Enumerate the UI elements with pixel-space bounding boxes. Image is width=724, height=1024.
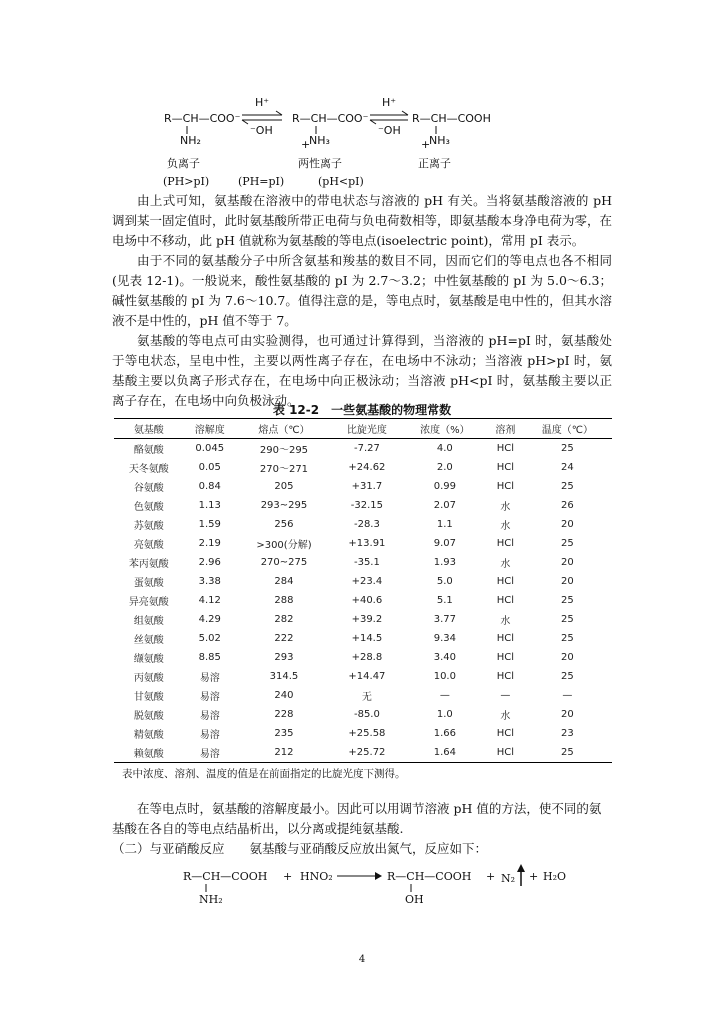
- cell-concentration: 10.0: [433, 671, 456, 682]
- table-row: [114, 496, 612, 515]
- cell-solvent: 水: [500, 616, 511, 627]
- cell-amino-acid: 丝氨酸: [133, 635, 164, 646]
- header-specific-rotation: 比旋光度: [332, 419, 402, 439]
- cell-amino-acid: 丙氨酸: [133, 673, 164, 684]
- cell-specific-rotation: +14.47: [348, 671, 386, 682]
- cell-amino-acid: 色氨酸: [133, 502, 164, 513]
- cell-specific-rotation: +13.91: [348, 538, 386, 549]
- water: H₂O: [543, 870, 567, 883]
- cell-specific-rotation: -28.3: [353, 519, 380, 530]
- cell-specific-rotation: -7.27: [353, 443, 380, 454]
- reaction-arrow-head: [375, 872, 382, 880]
- plus-sign-3: +: [529, 870, 539, 883]
- amino-acid-properties-table: [114, 418, 612, 763]
- cell-amino-acid: 脱氨酸: [133, 711, 164, 722]
- cell-solubility: 易溶: [199, 730, 220, 741]
- cell-specific-rotation: +25.72: [332, 743, 402, 763]
- cell-amino-acid: 谷氨酸: [133, 483, 164, 494]
- table-header-row: [114, 419, 612, 439]
- cell-amino-acid: 精氨酸: [133, 730, 164, 741]
- cell-temperature: 25: [561, 538, 574, 549]
- cell-solubility: 3.38: [198, 576, 221, 587]
- arrow2-forward-head: [402, 111, 408, 115]
- cell-concentration: 1.93: [433, 557, 456, 568]
- cell-temperature: 25: [561, 595, 574, 606]
- paragraph-crystallization: 在等电点时，氨基酸的溶解度最小。因此可以用调节溶液 pH 值的方法，使不同的氨基酸在各自的等电点结晶析出，以分离或提纯氨基酸.: [112, 801, 602, 836]
- cell-temperature: 25: [561, 481, 574, 492]
- table-row: [114, 705, 612, 724]
- table-row: [114, 610, 612, 629]
- header-melting-point: 熔点（℃）: [236, 419, 332, 439]
- cell-melting-point: 293~295: [260, 500, 308, 511]
- header-solvent: 溶剂: [488, 419, 523, 439]
- cell-solubility: 2.19: [198, 538, 221, 549]
- cell-melting-point: 205: [274, 481, 294, 492]
- cell-solvent: HCl: [496, 481, 514, 492]
- cell-solvent: 水: [500, 502, 511, 513]
- cell-solvent: HCl: [496, 538, 514, 549]
- cell-specific-rotation: +39.2: [351, 614, 383, 625]
- cell-concentration: 4.0: [436, 443, 453, 454]
- cell-specific-rotation: +28.8: [351, 652, 383, 663]
- nitrous-acid-reaction-equation: [175, 862, 595, 912]
- cell-amino-acid: 蛋氨酸: [133, 578, 164, 589]
- cell-solubility: 1.59: [198, 519, 221, 530]
- cell-specific-rotation: +14.5: [351, 633, 383, 644]
- cell-solubility: 5.02: [198, 633, 221, 644]
- cell-solvent: HCl: [496, 633, 514, 644]
- cation-group: NH₃: [429, 134, 450, 147]
- cell-melting-point: 293: [274, 652, 294, 663]
- cell-concentration: 5.1: [436, 595, 453, 606]
- cell-concentration: 9.34: [433, 633, 456, 644]
- cell-solvent: 水: [500, 711, 511, 722]
- cell-amino-acid: 缬氨酸: [133, 654, 164, 665]
- header-amino-acid: 氨基酸: [114, 419, 184, 439]
- table-row: [114, 724, 612, 743]
- cell-solvent: HCl: [496, 576, 514, 587]
- cell-melting-point: 228: [274, 709, 294, 720]
- table-row: [114, 515, 612, 534]
- cell-solvent: HCl: [496, 462, 514, 473]
- arrow1-back-head: [242, 120, 248, 124]
- body-text-after-table: [112, 799, 612, 859]
- cell-amino-acid: 苯丙氨酸: [128, 559, 169, 570]
- cell-amino-acid: 酪氨酸: [133, 445, 164, 456]
- cell-melting-point: 284: [274, 576, 294, 587]
- zwitterion-condition: (PH=pI): [238, 175, 285, 188]
- cell-temperature: —: [562, 690, 573, 701]
- zwitterion-group: NH₃: [309, 134, 330, 147]
- table-row: [114, 439, 612, 459]
- cell-solubility: 易溶: [199, 711, 220, 722]
- cell-temperature: 25: [561, 633, 574, 644]
- cell-specific-rotation: +24.62: [348, 462, 386, 473]
- anion-condition: (PH>pI): [163, 175, 210, 188]
- cell-solvent: HCl: [496, 728, 514, 739]
- cell-temperature: 25: [523, 743, 612, 763]
- cell-concentration: 1.0: [436, 709, 453, 720]
- table-row: [114, 458, 612, 477]
- cell-solvent: HCl: [496, 652, 514, 663]
- cell-amino-acid: 苏氨酸: [133, 521, 164, 532]
- table-row: [114, 591, 612, 610]
- cell-amino-acid: 天冬氨酸: [128, 464, 169, 475]
- cell-melting-point: >300(分解): [256, 540, 312, 551]
- plus-sign-2: +: [486, 870, 496, 883]
- cell-solvent: 水: [500, 559, 511, 570]
- cell-specific-rotation: -85.0: [353, 709, 380, 720]
- cation-formula: R—CH—COOH: [412, 112, 491, 125]
- cell-melting-point: 282: [274, 614, 294, 625]
- cell-specific-rotation: +31.7: [351, 481, 383, 492]
- cell-amino-acid: 组氨酸: [133, 616, 164, 627]
- arrow1-bottom-label: ⁻OH: [250, 124, 273, 137]
- cell-melting-point: 222: [274, 633, 294, 644]
- anion-formula: R—CH—COO⁻: [164, 112, 241, 125]
- cell-specific-rotation: -32.15: [350, 500, 384, 511]
- table-row: [114, 534, 612, 553]
- cell-solubility: 8.85: [198, 652, 221, 663]
- zwitterion-formula: R—CH—COO⁻: [292, 112, 369, 125]
- body-text: [112, 191, 612, 411]
- cell-solubility: 易溶: [199, 673, 220, 684]
- cell-concentration: 1.64: [402, 743, 488, 763]
- nitrogen-gas: N₂: [501, 872, 516, 885]
- cation-condition: (pH<pI): [318, 175, 364, 188]
- plus-sign-1: +: [283, 870, 293, 883]
- table-row: [114, 743, 612, 763]
- cell-specific-rotation: +23.4: [351, 576, 383, 587]
- cell-concentration: 3.77: [433, 614, 456, 625]
- table-row: [114, 572, 612, 591]
- cell-melting-point: 212: [236, 743, 332, 763]
- arrow1-top-label: H⁺: [255, 96, 270, 109]
- cell-temperature: 25: [561, 614, 574, 625]
- anion-group: NH₂: [180, 134, 201, 147]
- cell-concentration: —: [439, 690, 450, 701]
- cell-specific-rotation: -35.1: [353, 557, 380, 568]
- cell-amino-acid: 甘氨酸: [133, 692, 164, 703]
- cell-solvent: HCl: [488, 743, 523, 763]
- zwitterion-label: 两性离子: [298, 157, 342, 170]
- table-row: [114, 667, 612, 686]
- cell-melting-point: 240: [274, 690, 294, 701]
- cell-temperature: 25: [561, 671, 574, 682]
- cell-concentration: 5.0: [436, 576, 453, 587]
- cell-temperature: 20: [561, 652, 574, 663]
- cell-temperature: 23: [561, 728, 574, 739]
- cell-temperature: 26: [561, 500, 574, 511]
- cell-solvent: HCl: [496, 671, 514, 682]
- page-number: 4: [358, 954, 366, 965]
- header-temperature: 温度（℃）: [523, 419, 612, 439]
- cell-solvent: HCl: [496, 443, 514, 454]
- cell-solvent: HCl: [496, 595, 514, 606]
- cell-solubility: 易溶: [199, 692, 220, 703]
- product-group: OH: [405, 893, 424, 906]
- table-note: 表中浓度、溶剂、温度的值是在前面指定的比旋光度下测得。: [122, 768, 406, 780]
- cation-label: 正离子: [418, 157, 451, 170]
- table-row: [114, 686, 612, 705]
- arrow2-top-label: H⁺: [382, 96, 397, 109]
- cell-melting-point: 288: [274, 595, 294, 606]
- header-solubility: 溶解度: [184, 419, 236, 439]
- cell-solvent: 水: [500, 521, 511, 532]
- cell-solubility: 4.12: [198, 595, 221, 606]
- cell-temperature: 20: [561, 709, 574, 720]
- cell-solubility: 易溶: [184, 743, 236, 763]
- cell-melting-point: 235: [274, 728, 294, 739]
- cell-solubility: 0.84: [198, 481, 221, 492]
- cell-solubility: 2.96: [198, 557, 221, 568]
- table-body: [114, 439, 612, 763]
- table-title: 表 12-2 一些氨基酸的物理常数: [272, 403, 452, 417]
- header-concentration: 浓度（%）: [402, 419, 488, 439]
- zwitterion-plus: +: [301, 138, 311, 151]
- cell-concentration: 0.99: [433, 481, 456, 492]
- anion-label: 负离子: [167, 157, 200, 170]
- cell-melting-point: 314.5: [269, 671, 299, 682]
- cell-concentration: 2.07: [433, 500, 456, 511]
- paragraph-isoelectric-ranges: 由于不同的氨基酸分子中所含氨基和羧基的数目不同，因而它们的等电点也各不相同(见表 12-1)。一般说来，酸性氨基酸的 pI 为 2.7～3.2；中性氨基酸的 pI 为 5.0～6.3；碱性氨基酸的 pI 为 7.6～10.7。值得注意的是，等电点时，氨基酸是电中性的，但其水溶液不是中性的，pH 值不等于 7。: [112, 253, 612, 328]
- cell-solvent: —: [500, 690, 511, 701]
- cation-plus: +: [421, 138, 431, 151]
- reactant-formula: R—CH—COOH: [183, 870, 268, 883]
- gas-up-arrow-head: [517, 864, 525, 872]
- cell-solubility: 0.05: [198, 462, 221, 473]
- cell-solubility: 0.045: [195, 443, 225, 454]
- arrow2-bottom-label: ⁻OH: [378, 124, 401, 137]
- table-row: [114, 553, 612, 572]
- paragraph-isoelectric-definition: 由上式可知，氨基酸在溶液中的带电状态与溶液的 pH 有关。当将氨基酸溶液的 pH 调到某一固定值时，此时氨基酸所带正电荷与负电荷数相等，即氨基酸本身净电荷为零，在电场中不移动，此 pH 值就称为氨基酸的等电点(isoelectric point)，常用 pI 表示。: [112, 193, 613, 248]
- cell-concentration: 1.66: [433, 728, 456, 739]
- cell-temperature: 25: [561, 443, 574, 454]
- cell-concentration: 2.0: [436, 462, 453, 473]
- cell-melting-point: 270~275: [260, 557, 308, 568]
- cell-specific-rotation: 无: [361, 692, 372, 703]
- cell-concentration: 9.07: [433, 538, 456, 549]
- table-row: [114, 629, 612, 648]
- paragraph-isoelectric-behavior: 氨基酸的等电点可由实验测得，也可通过计算得到，当溶液的 pH=pI 时，氨基酸处于等电状态，呈电中性，主要以两性离子存在，在电场中不泳动；当溶液 pH>pI 时，氨基酸主要以负离子形式存在，在电场中向正极泳动；当溶液 pH<pI 时，氨基酸主要以正离子存在，在电场中向负极泳动。: [112, 333, 612, 408]
- cell-melting-point: 270～271: [259, 464, 309, 475]
- cell-solubility: 4.29: [198, 614, 221, 625]
- cell-temperature: 20: [561, 576, 574, 587]
- cell-temperature: 20: [561, 557, 574, 568]
- product-formula: R—CH—COOH: [387, 870, 472, 883]
- table-row: [114, 648, 612, 667]
- arrow1-forward-head: [276, 111, 282, 115]
- cell-temperature: 20: [561, 519, 574, 530]
- cell-specific-rotation: +25.58: [348, 728, 386, 739]
- arrow2-back-head: [370, 120, 376, 124]
- section-heading-nitrous-acid: （二）与亚硝酸反应 氨基酸与亚硝酸反应放出氮气，反应如下：: [112, 841, 488, 856]
- cell-melting-point: 290～295: [259, 445, 309, 456]
- table-row: [114, 477, 612, 496]
- cell-specific-rotation: +40.6: [351, 595, 383, 606]
- cell-temperature: 24: [561, 462, 574, 473]
- cell-solubility: 1.13: [198, 500, 221, 511]
- cell-amino-acid: 赖氨酸: [114, 743, 184, 763]
- cell-amino-acid: 亮氨酸: [133, 540, 164, 551]
- nitrous-acid: HNO₂: [300, 870, 333, 883]
- cell-concentration: 1.1: [436, 519, 453, 530]
- cell-amino-acid: 异亮氨酸: [128, 597, 169, 608]
- cell-melting-point: 256: [274, 519, 294, 530]
- cell-concentration: 3.40: [433, 652, 456, 663]
- reactant-group: NH₂: [199, 893, 223, 906]
